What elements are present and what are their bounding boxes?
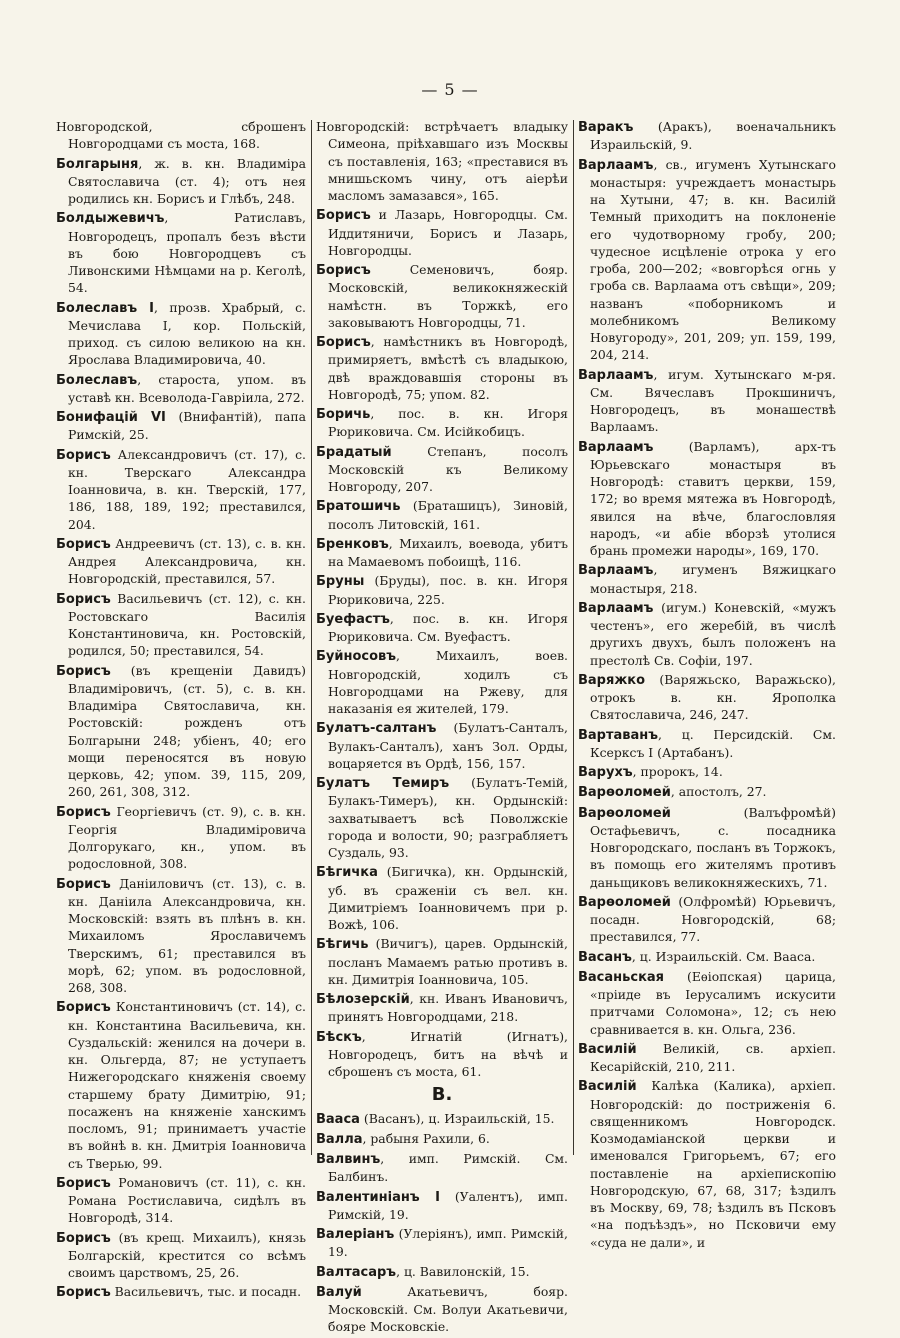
entry-headword: Василій [578, 1041, 637, 1057]
entry-text: (Улеріянъ), имп. Римскій, 19. [328, 1226, 568, 1260]
entry-text: Великій, св. архіеп. Кесарійскій, 210, 211. [590, 1040, 836, 1074]
index-entry [56, 1283, 306, 1301]
entry-text: Новгородской, сброшенъ Новгородцами съ моста, 168. [56, 119, 306, 152]
entry-text: , ц. Вавилонскій, 15. [396, 1263, 530, 1279]
index-entry [56, 662, 306, 801]
index-entry [316, 572, 568, 608]
entry-text: , ж. в. кн. Владиміра Святославича (ст. 4); отъ нея родились кн. Борисъ и Глѣбъ, 248. [68, 155, 306, 206]
index-entry [316, 118, 568, 204]
entry-headword: Вартаванъ [578, 727, 659, 743]
index-entry [316, 261, 568, 331]
entry-text: , прозв. Храбрый, с. Мечислава I, кор. Польскій, приход. съ силою великою на кн. Ярослава Владимировича, 40. [68, 299, 306, 368]
entry-headword: Васанъ [578, 949, 632, 965]
entry-text: Романовичъ (ст. 11), с. кн. Романа Ростиславича, сидѣлъ въ Новгородѣ, 314. [68, 1174, 306, 1226]
entry-text: , ц. Персидскій. См. Ксерксъ I (Артабанъ). [590, 726, 836, 760]
entry-text: (Варяжьско, Варажьско), отрокъ в. кн. Ярополка Святославича, 246, 247. [590, 671, 836, 723]
entry-headword: Бѣгичка [316, 865, 378, 881]
index-entry [578, 561, 836, 597]
entry-text: (Внифантій), папа Римскій, 25. [68, 409, 306, 443]
entry-text: , намѣстникъ въ Новгородѣ, примиряетъ, вмѣстѣ съ владыкою, двѣ враждовавшія стороны въ Новгородѣ, 75; упом. 82. [328, 334, 568, 402]
entry-text: (Булатъ-Темій, Булакъ-Тимеръ), кн. Ордынскій: захватываетъ всѣ Поволжскіе города и волости, 90; разграбляетъ Суздаль, 93. [328, 775, 568, 860]
entry-headword: Бѣгичь [316, 937, 369, 953]
index-entry [56, 998, 306, 1172]
entry-headword: Бѣлозерскій [316, 992, 410, 1007]
entry-headword: Борисъ [56, 1175, 111, 1191]
index-entry [578, 804, 836, 891]
entry-headword: Бонифацій VI [56, 410, 166, 425]
entry-text: (Браташицъ), Зиновій, посолъ Литовскій, 161. [328, 498, 568, 532]
column-3 [578, 118, 836, 1253]
entry-text: (Валъфромѣй) Остафьевичъ, с. посадника Новгородскаго, посланъ въ Торжокъ, въ помощь его жителямъ противъ даньщиковъ великокняжескихъ, 71. [590, 804, 836, 890]
entry-headword: Василій [578, 1079, 637, 1095]
entry-headword: Борисъ [56, 1230, 111, 1246]
index-entry [56, 408, 306, 444]
section-heading: В. [431, 1084, 453, 1106]
index-entry [316, 774, 568, 861]
entry-headword: Вааса [316, 1111, 360, 1127]
page-number: — 5 — [421, 80, 479, 99]
entry-text: Степанъ, посолъ Московскій къ Великому Новгороду, 207. [328, 443, 568, 494]
entry-text: (Варламъ), арх-тъ Юрьевскаго монастыря въ Новгородѣ: ставитъ церкви, 159, 172; во время мятежа въ Новгородѣ, явился на вѣче, благословляя народъ, «и абіе вборзѣ утолися брань промежи народы», 169, 170. [590, 438, 836, 558]
entry-headword: Варакъ [578, 120, 634, 135]
entry-text: , Михаилъ, воев. Новгородскій, ходилъ съ Новгородцами на Ржеву, для наказанія ея жителей, 179. [328, 648, 568, 716]
index-entry [56, 118, 306, 153]
entry-text: , пос. в. кн. Игоря Рюриковича. См. Исійкобицъ. [328, 406, 568, 440]
index-entry [316, 405, 568, 441]
entry-text: , рабыня Рахили, 6. [362, 1130, 490, 1146]
index-entry [316, 206, 568, 259]
index-entry [578, 1040, 836, 1076]
entry-headword: Васаньская [578, 969, 665, 985]
entry-headword: Болеславъ I [56, 300, 155, 316]
index-entry [316, 1188, 568, 1224]
entry-headword: Варлаамъ [578, 439, 654, 455]
index-entry [578, 763, 836, 781]
entry-headword: Варлаамъ [578, 600, 654, 616]
entry-text: (Бруды), пос. в. кн. Игоря Рюриковича, 225. [328, 573, 568, 607]
entry-headword: Борисъ [56, 447, 111, 463]
index-entry [316, 497, 568, 533]
index-entry [316, 1150, 568, 1186]
entry-text: (Еѳіопская) царица, «пріиде въ Іерусалимъ искусити притчами Соломона», 12; съ нею сравнивается в. кн. Ольга, 236. [590, 968, 836, 1037]
entry-text: (Вичигъ), царев. Ордынскій, посланъ Мамаемъ ратью противъ в. кн. Димитрія Іоанновича, 105. [328, 936, 568, 987]
entry-headword: Бренковъ [316, 536, 389, 552]
entry-headword: Валвинъ [316, 1152, 381, 1167]
index-entry [56, 535, 306, 588]
entry-headword: Болеславъ [56, 372, 138, 388]
entry-headword: Брадатый [316, 444, 392, 460]
entry-text: Семеновичъ, бояр. Московскій, великокняжескій намѣстн. въ Торжкѣ, его заковываютъ Новгородцы, 71. [328, 262, 568, 330]
entry-text: Калѣка (Калика), архіеп. Новгородскій: до постриженія 6. священникомъ Новгородск. Козмодаміанской церкви и именовался Григорьемъ, 67; его поставленіе на архіепископію Новгородскую, 67, 68, 317; ѣздилъ въ Москву, 69, 78; ѣздилъ въ Псковъ «на подъѣздъ», но Псковичи ему «суда не дали», и [590, 1078, 836, 1250]
entry-headword: Борисъ [56, 1000, 111, 1016]
index-entry [316, 1130, 568, 1148]
column-1 [56, 118, 306, 1304]
entry-text: , кн. Иванъ Ивановичъ, принятъ Новгородцами, 218. [328, 991, 568, 1025]
index-entry [578, 968, 836, 1038]
entry-text: (Аракъ), военачальникъ Израильскій, 9. [590, 119, 836, 153]
entry-headword: Борисъ [56, 876, 111, 892]
index-entry [578, 671, 836, 724]
entry-text: , игуменъ Вяжицкаго монастыря, 218. [590, 562, 836, 596]
entry-text: (Бигичка), кн. Ордынскій, уб. въ сраженіи съ вел. кн. Димитріемъ Іоанновичемъ при р. Вожѣ, 106. [328, 864, 568, 932]
entry-headword: Булатъ-салтанъ [316, 721, 437, 737]
index-entry [578, 118, 836, 154]
index-entry [578, 948, 836, 966]
entry-headword: Валтасаръ [316, 1264, 397, 1280]
entry-text: , св., игуменъ Хутынскаго монастыря: учреждаетъ монастырь на Хутыни, 47; в. кн. Василій Темный приходитъ на поклоненіе его чудотворному гробу, 200; чудесное исцѣленіе отрока у его гроба, 200—202; «вовгорѣся огнь у гроба св. Варлаама отъ свѣщи», 209; названъ «поборникомъ и молебникомъ Великому Новугороду», 201, 209; уп. 159, 199, 204, 214. [590, 156, 836, 363]
index-entry [578, 893, 836, 946]
index-entry [56, 446, 306, 533]
entry-headword: Борисъ [56, 536, 111, 552]
entry-text: , пророкъ, 14. [632, 764, 723, 779]
entry-text: (Уалентъ), имп. Римскій, 19. [328, 1188, 568, 1222]
index-entry [578, 366, 836, 436]
index-entry [316, 1028, 568, 1081]
entry-text: , апостолъ, 27. [670, 784, 767, 800]
index-entry [316, 1283, 568, 1336]
entry-text: (Васанъ), ц. Израильскій, 15. [359, 1110, 555, 1126]
entry-text: Александровичъ (ст. 17), с. кн. Тверскаго Александра Іоанновича, в. кн. Тверскій, 177, 186, 188, 189, 192; преставился, 204. [68, 446, 306, 532]
entry-headword: Валуй [316, 1284, 362, 1300]
index-entry [56, 209, 306, 296]
entry-headword: Валентиніанъ I [316, 1189, 440, 1205]
entry-headword: Борисъ [56, 1285, 111, 1301]
index-entry [578, 599, 836, 669]
entry-text: Георгіевичъ (ст. 9), с. в. кн. Георгія Владиміровича Долгорукаго, кн., упом. въ родословной, 308. [68, 803, 306, 872]
entry-headword: Братошичь [316, 499, 401, 515]
entry-headword: Борисъ [56, 663, 111, 679]
index-entry [56, 1174, 306, 1227]
entry-headword: Бруны [316, 574, 365, 590]
entry-headword: Борисъ [56, 804, 111, 820]
entry-text: (Булатъ-Санталъ, Вулакъ-Санталъ), ханъ Зол. Орды, воцаряется въ Ордѣ, 156, 157. [328, 720, 568, 771]
index-entry [56, 299, 306, 369]
entry-headword: Варяжко [578, 672, 646, 688]
entry-headword: Борисъ [316, 208, 371, 224]
index-entry [316, 333, 568, 403]
entry-text: (игум.) Коневскій, «мужъ честенъ», его жеребій, въ числѣ другихъ двухъ, былъ положенъ на престолѣ Св. Софіи, 197. [590, 599, 836, 668]
index-entry [316, 1110, 568, 1128]
entry-headword: Борисъ [316, 263, 371, 278]
entry-text: (Олфромѣй) Юрьевичъ, посадн. Новгородскій, 68; преставился, 77. [590, 893, 836, 945]
entry-headword: Валеріанъ [316, 1227, 395, 1242]
index-entry [316, 443, 568, 496]
entry-text: Васильевичъ (ст. 12), с. кн. Ростовскаго Василія Константиновича, кн. Ростовскій, родился, 50; преставился, 54. [68, 590, 306, 659]
entry-headword: Буефастъ [316, 611, 390, 627]
entry-headword: Бѣскъ [316, 1029, 362, 1045]
entry-text: , Ратиславъ, Новгородецъ, пропалъ безъ вѣсти въ бою Новгородцевъ съ Ливонскими Нѣмцами на р. Кеголѣ, 54. [68, 210, 306, 296]
entry-headword: Валла [316, 1131, 363, 1147]
column-2 [316, 118, 568, 1338]
index-entry [56, 155, 306, 208]
entry-headword: Болдыжевичъ [56, 211, 165, 227]
index-entry [316, 1225, 568, 1261]
entry-text: (въ крещеніи Давидъ) Владиміровичъ, (ст. 5), с. в. кн. Владиміра Святославича, кн. Ростовскій: рожденъ отъ Болгарыни 248; убіенъ, 40; его мощи переносятся въ новую церковь, 42; упом. 39, 115, 209, 260, 261, 308, 312. [68, 662, 306, 800]
entry-headword: Варухъ [578, 765, 633, 780]
entry-headword: Варѳоломей [578, 894, 671, 910]
index-entry [316, 719, 568, 772]
entry-text: Даніиловичъ (ст. 13), с. в. кн. Даніила Александровича, кн. Московскій: взять въ плѣнъ в. кн. Михаиломъ Ярославичемъ Тверскимъ, 61; преставился въ морѣ, 62; упом. въ родословной, 268, 308. [68, 875, 306, 995]
column-divider [311, 120, 312, 1155]
index-entry [578, 783, 836, 801]
index-entry [56, 803, 306, 873]
entry-text: Васильевичъ, тыс. и посадн. [110, 1284, 302, 1300]
column-divider [573, 120, 574, 1155]
entry-text: Акатьевичъ, бояр. Московскій. См. Волуи Акатьевичи, бояре Московскіе. [328, 1283, 568, 1335]
entry-headword: Варлаамъ [578, 157, 654, 173]
index-entry [56, 590, 306, 660]
entry-text: Новгородскій: встрѣчаетъ владыку Симеона, пріѣхавшаго изъ Москвы съ поставленія, 163; «преставися въ мнишьскомъ чину, отъ аіерѣи масломъ замазався», 165. [316, 119, 568, 203]
entry-headword: Буйносовъ [316, 649, 397, 665]
index-entry [56, 875, 306, 997]
index-entry [316, 610, 568, 646]
index-entry [316, 1263, 568, 1281]
entry-headword: Варѳоломей [578, 785, 671, 801]
entry-text: и Лазарь, Новгородцы. См. Иддитяничи, Борисъ и Лазарь, Новгородцы. [328, 207, 568, 258]
entry-text: Константиновичъ (ст. 14), с. кн. Константина Васильевича, кн. Суздальскій: женился на дочери в. кн. Ольгерда, 87; не уступаетъ Нижегородскаго княженія своему старшему брату Димитрію, 91; посаженъ на княженіе ханскимъ посломъ, 91; принимаетъ участіе въ войнѣ в. кн. Дмитрія Іоанновича съ Тверью, 99. [68, 999, 306, 1171]
entry-headword: Варлаамъ [578, 367, 654, 383]
index-entry [316, 863, 568, 933]
entry-text: Андреевичъ (ст. 13), с. в. кн. Андрея Александровича, кн. Новгородскій, преставился, 57. [68, 535, 306, 587]
entry-text: , имп. Римскій. См. Балбинъ. [328, 1151, 568, 1185]
index-entry [578, 726, 836, 762]
index-entry [578, 156, 836, 364]
index-entry [316, 935, 568, 988]
entry-text: , игум. Хутынскаго м-ря. См. Вячеславъ Прокшиничъ, Новгородецъ, въ монашествѣ Варлаамъ. [590, 366, 836, 435]
index-entry [56, 1229, 306, 1282]
entry-text: , Михаилъ, воевода, убитъ на Мамаевомъ побоищѣ, 116. [328, 535, 568, 569]
index-entry [578, 438, 836, 560]
index-entry [316, 647, 568, 717]
entry-text: (въ крещ. Михаилъ), князь Болгарскій, крестится со всѣмъ своимъ царствомъ, 25, 26. [68, 1229, 306, 1280]
entry-text: , пос. в. кн. Игоря Рюриковича. См. Вуефастъ. [328, 610, 568, 644]
entry-headword: Болгарыня [56, 156, 139, 172]
entry-text: , Игнатій (Игнатъ), Новгородецъ, битъ на вѣчѣ и сброшенъ съ моста, 61. [328, 1028, 568, 1079]
entry-headword: Боричь [316, 407, 371, 422]
index-entry [56, 371, 306, 407]
entry-text: , ц. Израильскій. См. Вааса. [631, 948, 816, 964]
entry-headword: Варлаамъ [578, 563, 654, 579]
index-entry [578, 1077, 836, 1251]
entry-headword: Борисъ [316, 335, 371, 350]
entry-headword: Булатъ Темиръ [316, 776, 450, 791]
index-entry [316, 990, 568, 1026]
entry-headword: Борисъ [56, 591, 111, 607]
entry-text: , староста, упом. въ уставѣ кн. Всеволода-Гавріила, 272. [68, 371, 306, 405]
entry-headword: Варѳоломей [578, 805, 671, 821]
index-entry [316, 535, 568, 571]
